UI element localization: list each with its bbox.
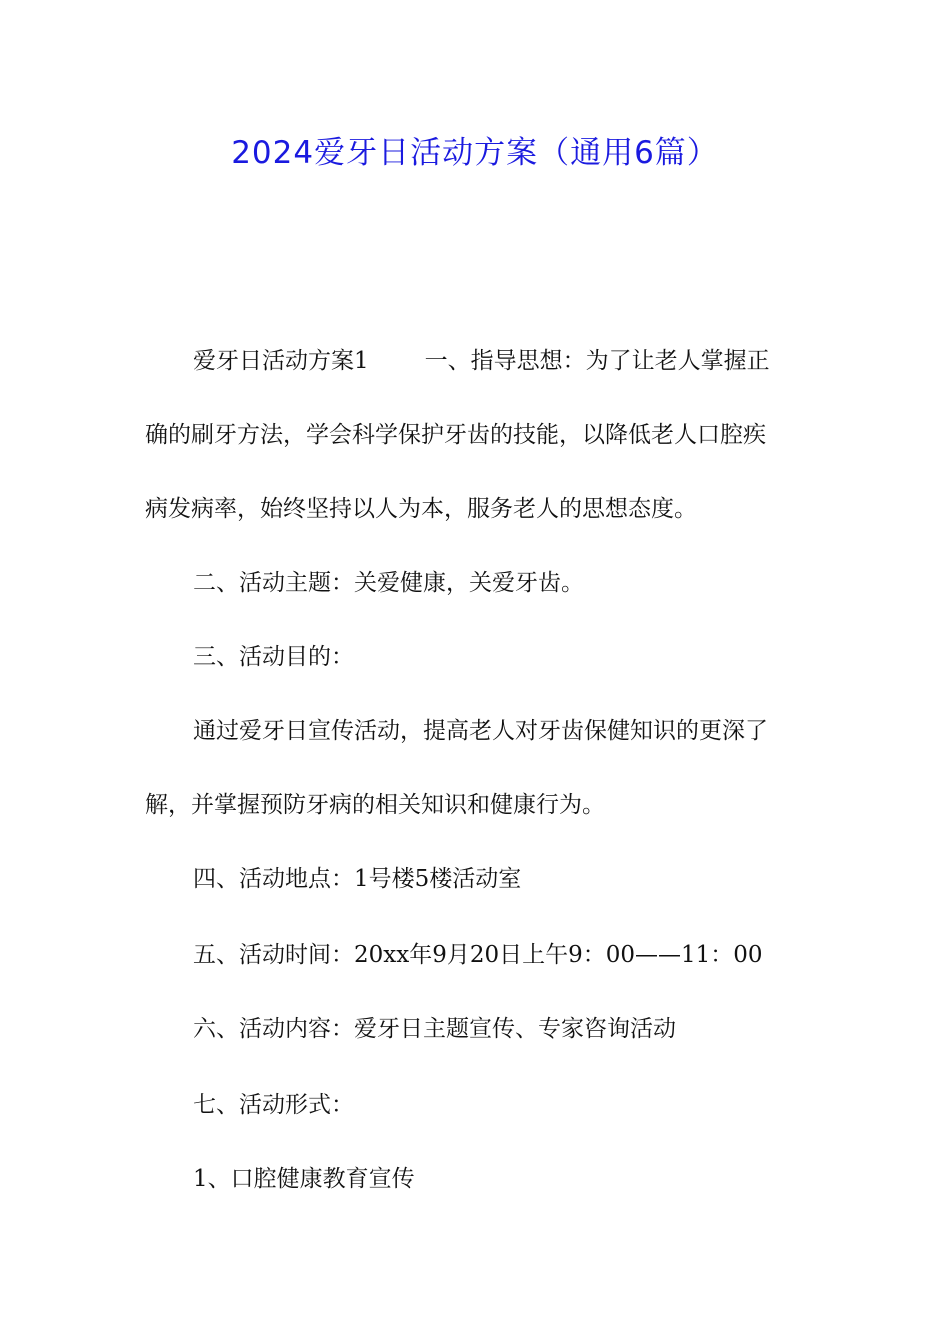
guiding-thought-start: 一、指导思想：为了让老人掌握正 bbox=[424, 348, 770, 374]
section-location: 四、活动地点：1号楼5楼活动室 bbox=[193, 866, 522, 892]
purpose-line1: 通过爱牙日宣传活动，提高老人对牙齿保健知识的更深了 bbox=[193, 718, 768, 744]
section-form: 七、活动形式： bbox=[193, 1092, 354, 1118]
section-content: 六、活动内容：爱牙日主题宣传、专家咨询活动 bbox=[193, 1016, 676, 1042]
purpose-line2: 解，并掌握预防牙病的相关知识和健康行为。 bbox=[145, 792, 605, 818]
section-time: 五、活动时间：20xx年9月20日上午9：00——11：00 bbox=[193, 942, 763, 968]
section-purpose-heading: 三、活动目的： bbox=[193, 644, 354, 670]
list-item-1: 1、口腔健康教育宣传 bbox=[193, 1166, 415, 1192]
paragraph-guiding-line2: 确的刷牙方法，学会科学保护牙齿的技能，以降低老人口腔疾 bbox=[145, 422, 766, 448]
plan-heading: 爱牙日活动方案1 bbox=[193, 348, 369, 374]
paragraph-guiding-line3: 病发病率，始终坚持以人为本，服务老人的思想态度。 bbox=[145, 496, 697, 522]
section-theme: 二、活动主题：关爱健康，关爱牙齿。 bbox=[193, 570, 584, 596]
document-title: 2024爱牙日活动方案（通用6篇） bbox=[231, 135, 719, 171]
paragraph-guiding-line1 bbox=[193, 324, 810, 398]
